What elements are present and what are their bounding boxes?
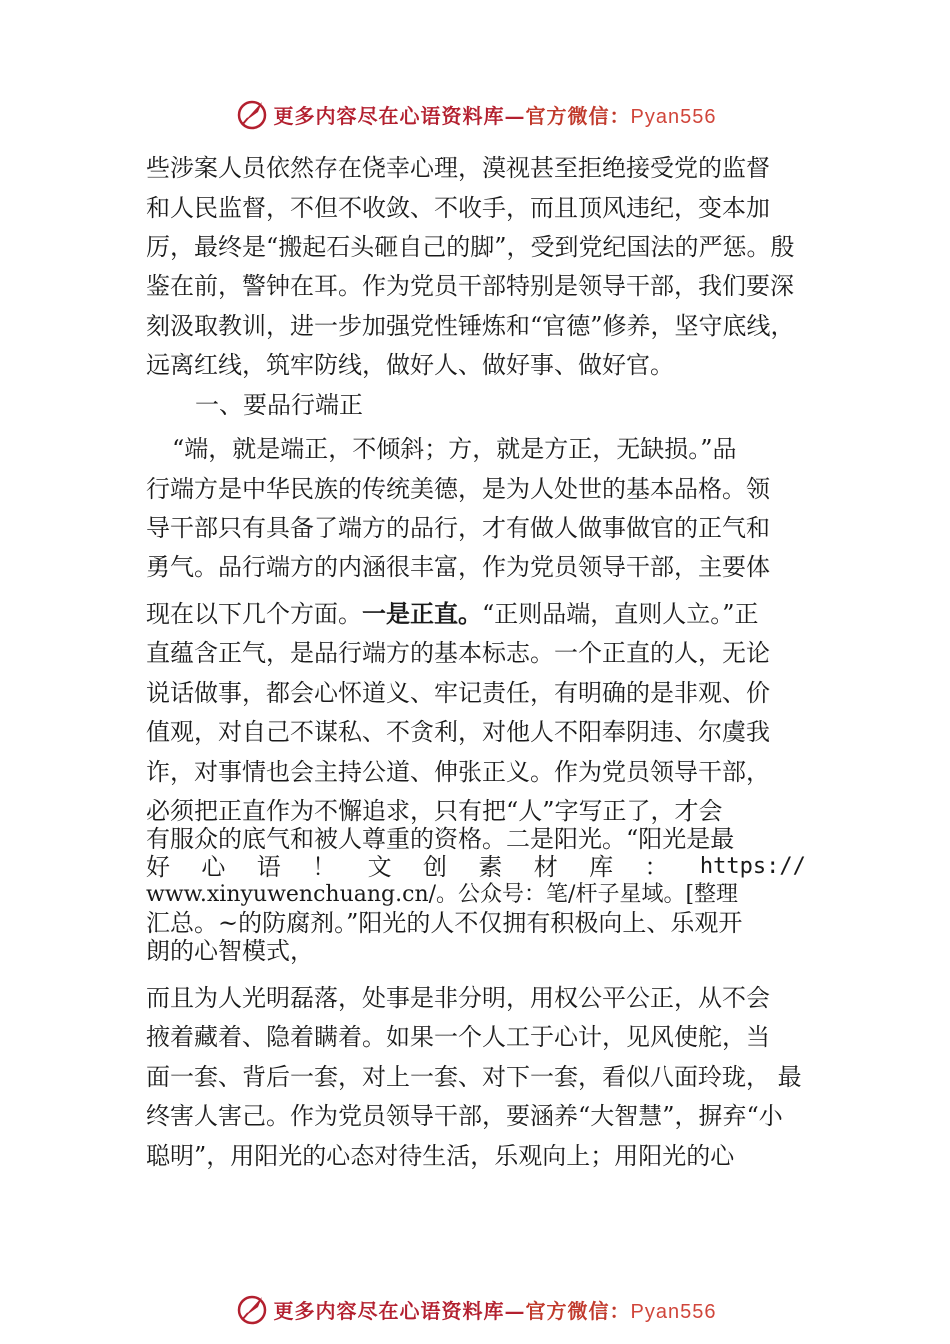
- text-line-with-bold: [146, 598, 759, 630]
- banner-wechat-id: Pyan556: [630, 105, 717, 128]
- text-line: 直蕴含正气，是品行端方的基本标志。一个正直的人，无论: [146, 639, 770, 667]
- char: 好: [146, 853, 170, 881]
- text-line: 远离红线，筑牢防线，做好人、做好事、做好官。: [146, 351, 674, 379]
- text-line: 而且为人光明磊落，处事是非分明，用权公平公正，从不会: [146, 984, 770, 1012]
- text-line: 和人民监督，不但不收敛、不收手，而且顶风违纪，变本加: [146, 194, 770, 222]
- text-line: 鉴在前，警钟在耳。作为党员干部特别是领导干部，我们要深: [146, 272, 794, 300]
- char: 心: [201, 853, 226, 881]
- text-line: 面一套、背后一套，对上一套、对下一套，看似八面玲珑， 最: [146, 1063, 802, 1091]
- banner-dash: —: [504, 103, 526, 128]
- char: 库: [589, 853, 614, 881]
- banner-wechat-id: Pyan556: [630, 1300, 717, 1323]
- line-pre: 现在以下几个方面。: [146, 600, 362, 628]
- text-line: 终害人害己。作为党员领导干部，要涵养“大智慧”，摒弃“小: [146, 1102, 783, 1130]
- banner-text: [274, 1295, 717, 1324]
- url-line: www.xinyuwenchuang.cn/。公众号：笔/杆子星域。[整理: [146, 882, 739, 907]
- spread-text-line: [146, 853, 806, 881]
- banner-main: 更多内容尽在心语资料库: [273, 1298, 505, 1323]
- text-line: 厉，最终是“搬起石头砸自己的脚”，受到党纪国法的严惩。殷: [146, 233, 795, 261]
- char: 语: [256, 853, 281, 881]
- banner-wechat-label: 官方微信：: [525, 1298, 631, 1323]
- text-line: 诈，对事情也会主持公道、伸张正义。作为党员领导干部，: [146, 758, 770, 786]
- text-line: 些涉案人员依然存在侥幸心理，漠视甚至拒绝接受党的监督: [146, 154, 770, 182]
- text-line: 有服众的底气和被人尊重的资格。二是阳光。“阳光是最: [146, 825, 735, 853]
- text-line: 导干部只有具备了端方的品行，才有做人做事做官的正气和: [146, 514, 770, 542]
- text-line: 勇气。品行端方的内涵很丰富，作为党员领导干部，主要体: [146, 553, 770, 581]
- text-line: 值观，对自己不谋私、不贪利，对他人不阳奉阴违、尔虞我: [146, 718, 770, 746]
- section-heading: 一、要品行端正: [195, 391, 363, 419]
- banner-dash: —: [504, 1298, 526, 1323]
- bold-keyword: 一是正直。: [362, 600, 482, 628]
- text-line: 聪明”，用阳光的心态对待生活，乐观向上；用阳光的心: [146, 1142, 735, 1170]
- banner-wechat-label: 官方微信：: [525, 103, 631, 128]
- quill-logo-icon: [234, 96, 270, 132]
- text-line: 刻汲取教训，进一步加强党性锤炼和“官德”修养，坚守底线，: [146, 312, 795, 340]
- url-fragment: https://: [699, 854, 806, 879]
- char: ：: [644, 853, 669, 881]
- banner-main: 更多内容尽在心语资料库: [273, 103, 505, 128]
- char: 材: [533, 853, 558, 881]
- quill-logo-icon: [234, 1291, 270, 1327]
- char: 素: [478, 853, 503, 881]
- banner-text: [274, 100, 717, 129]
- text-line: 汇总。~的防腐剂。”阳光的人不仅拥有积极向上、乐观开: [146, 909, 743, 937]
- footer-watermark-banner: [0, 1289, 950, 1329]
- text-line: 朗的心智模式，: [146, 937, 314, 965]
- text-line: 掖着藏着、隐着瞒着。如果一个人工于心计，见风使舵，当: [146, 1023, 770, 1051]
- text-line: 行端方是中华民族的传统美德，是为人处世的基本品格。领: [146, 475, 770, 503]
- text-line: 必须把正直作为不懈追求，只有把“人”字写正了，才会: [146, 797, 723, 825]
- text-line: “端，就是端正，不倾斜；方，就是方正，无缺损。”品: [172, 435, 737, 463]
- text-line: 说话做事，都会心怀道义、牢记责任，有明确的是非观、价: [146, 679, 770, 707]
- header-watermark-banner: [0, 94, 950, 134]
- line-post: “正则品端，直则人立。”正: [482, 600, 759, 628]
- char: 创: [422, 853, 447, 881]
- char: ！: [312, 853, 337, 881]
- char: 文: [367, 853, 392, 881]
